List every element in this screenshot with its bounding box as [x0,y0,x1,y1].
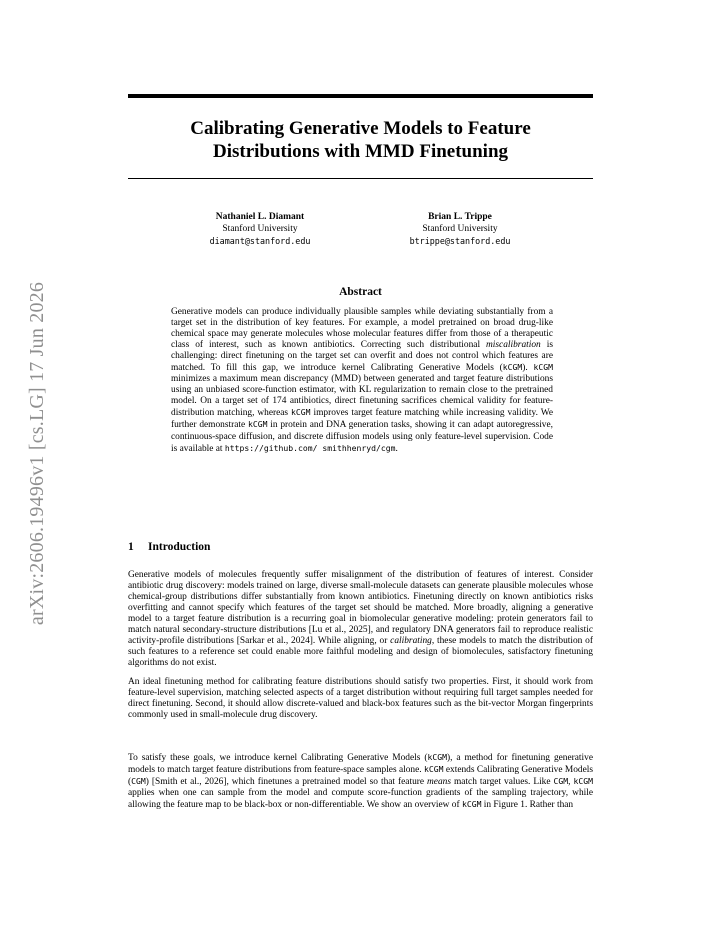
abstract-text: Generative models can produce individually plausible samples while deviating substantially from a target set in the distribution of key features. For example, a model pretrained on broad drug-like chemical space may generate molecules whose molecular features differ from those of a therapeutic class of interest, such as known antibiotics. Correcting such distributional miscalibration is challenging: direct finetuning on the target set can overfit and does not control which features are matched. To fill this gap, we introduce kernel Calibrating Generative Models (kCGM). kCGM minimizes a maximum mean discrepancy (MMD) between generated and target feature distributions using an unbiased score-function estimator, with KL regularization to remain close to the pretrained model. On a target set of 174 antibiotics, direct finetuning sacrifices chemical validity for feature-distribution matching, whereas kCGM improves target feature matching while increasing validity. We further demonstrate kCGM in protein and DNA generation tasks, showing it can adapt autoregressive, continuous-space diffusion, and discrete diffusion models using only feature-level supervision. Code is available at https://github.com/ smithhenryd/cgm. [171,307,553,454]
paper-title [128,117,593,163]
arxiv-identifier-text: arXiv:2606.19496v1 [cs.LG] 17 Jun 2026 [26,281,49,625]
author-name: Brian L. Trippe [428,212,492,222]
author-block-1 [180,211,340,247]
author-affiliation: Stanford University [422,224,498,234]
section-title: Introduction [148,541,211,553]
title-line-1: Calibrating Generative Models to Feature [190,118,531,139]
code-link[interactable]: https://github.com/ smithhenryd/cgm [224,442,396,453]
intro-paragraph-3: To satisfy these goals, we introduce kernel Calibrating Generative Models (kCGM), a method for finetuning generative models to match target feature distributions from feature-space samples alone. kCGM extends Calibrating Generative Models (CGM) [Smith et al., 2026], which finetunes a pretrained model so that feature means match target values. Like CGM, kCGM applies when one can sample from the model and compute score-function gradients of the sampling trajectory, while allowing the feature map to be black-box or non-differentiable. We show an overview of kCGM in Figure 1. Rather than [128,752,594,810]
intro-paragraph-1: Generative models of molecules frequently suffer misalignment of the distribution of features of interest. Consider antibiotic drug discovery: models trained on large, diverse small-molecule datasets can generate plausible molecules whose chemical-group distributions differ substantially from known antibiotics. Finetuning directly on known antibiotics risks overfitting and cannot specify which features of the target set should be matched. More broadly, aligning a generative model to a target feature distribution is a recurring goal in biomolecular generative modeling: protein generators fail to match natural secondary-structure distributions [Lu et al., 2025], and regulatory DNA generators fail to reproduce realistic activity-profile distributions [Sarkar et al., 2024]. While aligning, or calibrating, these models to match the distribution of such features to a reference set could enable more faithful modeling and design of biomolecules, satisfactory finetuning algorithms do not exist. [128,570,593,668]
intro-paragraph-2: An ideal finetuning method for calibrating feature distributions should satisfy two properties. First, it should work from feature-level supervision, matching selected aspects of a target distribution without requiring full target samples needed for direct finetuning. Second, it should allow discrete-valued and black-box features such as the bit-vector Morgan fingerprints commonly used in small-molecule drug discovery. [128,677,593,720]
author-block-2 [380,211,540,247]
title-rule-top [128,94,593,98]
abstract-heading: Abstract [339,286,382,298]
section-number: 1 [128,541,134,553]
author-email[interactable]: diamant@stanford.edu [209,236,311,246]
arxiv-identifier [18,258,58,648]
author-affiliation: Stanford University [222,224,298,234]
author-email[interactable]: btrippe@stanford.edu [409,236,511,246]
author-name: Nathaniel L. Diamant [215,212,305,222]
title-rule-bottom [128,178,593,179]
title-line-2: Distributions with MMD Finetuning [212,141,509,162]
section-heading-introduction [128,541,210,553]
